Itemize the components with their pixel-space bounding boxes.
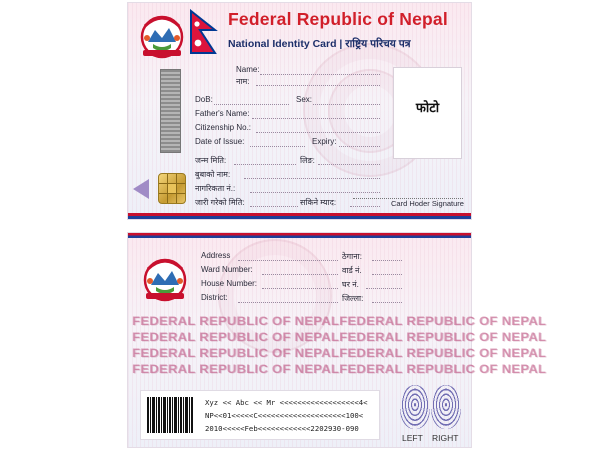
security-text: FEDERAL REPUBLIC OF NEPAL (339, 329, 547, 344)
citizenship-no-label: Citizenship No.: (195, 123, 252, 132)
name-label: Name: (236, 65, 260, 74)
security-text-row (132, 345, 547, 360)
insert-arrow-icon (133, 179, 149, 199)
mrz-line-1: Xyz << Abc << Mr <<<<<<<<<<<<<<<<<<4< (205, 398, 368, 407)
left-fingerprint-label: LEFT (402, 433, 423, 443)
machine-readable-zone (140, 390, 380, 440)
id-card-back (127, 232, 547, 448)
date-of-issue-label: Date of Issue: (195, 137, 245, 146)
house-number-line (262, 288, 338, 289)
security-text-row (132, 329, 547, 344)
sex-label-np: लिङ: (300, 156, 315, 165)
address-np-line (372, 260, 402, 261)
name-line (260, 74, 380, 75)
security-text: FEDERAL REPUBLIC OF NEPAL (339, 361, 547, 376)
ward-number-label: Ward Number: (201, 265, 253, 274)
district-np-line (372, 302, 402, 303)
smart-chip-icon (158, 173, 186, 204)
left-fingerprint-icon (400, 385, 430, 429)
expiry-line (339, 146, 380, 147)
card-title: Federal Republic of Nepal (228, 9, 448, 29)
address-line (238, 260, 338, 261)
house-number-label-np: घर नं. (342, 280, 359, 289)
mrz-line-3: 2010<<<<<Feb<<<<<<<<<<<<2202930-090 (205, 424, 359, 433)
citizenship-no-label-np: नागरिकता नं.: (195, 184, 236, 193)
date-of-issue-line (250, 146, 305, 147)
sex-line (313, 104, 380, 105)
security-text-row (132, 361, 547, 376)
magnetic-stripe (160, 69, 181, 153)
district-label-np: जिल्ला: (342, 294, 364, 303)
sex-np-line (318, 164, 380, 165)
nepal-emblem-icon (137, 12, 187, 60)
card-subtitle: National Identity Card | राष्ट्रिय परिचय पत्र (228, 38, 411, 50)
nepal-flag-icon (190, 10, 216, 54)
nepal-emblem-icon (140, 255, 190, 303)
signature-label: Card Hoder Signature (391, 199, 464, 208)
address-label-np: ठेगाना: (342, 252, 362, 261)
top-stripe (128, 233, 471, 238)
citizenship-no-line (256, 132, 380, 133)
name-label-np: नाम: (236, 77, 250, 86)
name-np-line (256, 85, 380, 86)
id-card-front (127, 2, 472, 220)
date-of-issue-label-np: जारी गरेको मिति: (195, 198, 245, 207)
ward-number-line (262, 274, 338, 275)
barcode-icon (147, 397, 193, 433)
photo-placeholder (393, 67, 462, 159)
sex-label: Sex: (296, 95, 313, 104)
dob-label: DoB: (195, 95, 213, 104)
security-text: FEDERAL REPUBLIC OF NEPAL (132, 313, 340, 328)
house-number-np-line (366, 288, 402, 289)
date-of-issue-np-line (250, 206, 298, 207)
citizenship-no-np-line (250, 192, 380, 193)
father-name-label: Father's Name: (195, 109, 250, 118)
ward-number-label-np: वार्ड नं. (342, 266, 362, 275)
mrz-line-2: NP<<01<<<<<C<<<<<<<<<<<<<<<<<<<<100< (205, 411, 364, 420)
right-fingerprint-icon (431, 385, 461, 429)
address-label: Address (201, 251, 231, 260)
expiry-label-np: सकिने म्याद: (300, 198, 337, 207)
ward-number-np-line (372, 274, 402, 275)
security-text: FEDERAL REPUBLIC OF NEPAL (132, 345, 340, 360)
security-text-row (132, 313, 547, 328)
security-text: FEDERAL REPUBLIC OF NEPAL (339, 313, 547, 328)
district-line (238, 302, 338, 303)
photo-label: फोटो (415, 100, 440, 115)
father-name-line (252, 118, 380, 119)
security-text: FEDERAL REPUBLIC OF NEPAL (132, 329, 340, 344)
father-name-label-np: बुबाको नाम: (195, 170, 231, 179)
dob-line (214, 104, 289, 105)
bottom-stripe (128, 213, 471, 219)
dob-np-line (234, 164, 296, 165)
security-text: FEDERAL REPUBLIC OF NEPAL (339, 345, 547, 360)
dob-label-np: जन्म मिति: (195, 156, 227, 165)
security-text: FEDERAL REPUBLIC OF NEPAL (132, 361, 340, 376)
house-number-label: House Number: (201, 279, 258, 288)
father-name-np-line (244, 178, 380, 179)
expiry-np-line (350, 206, 380, 207)
expiry-label: Expiry: (312, 137, 337, 146)
right-fingerprint-label: RIGHT (432, 433, 459, 443)
district-label: District: (201, 293, 228, 302)
